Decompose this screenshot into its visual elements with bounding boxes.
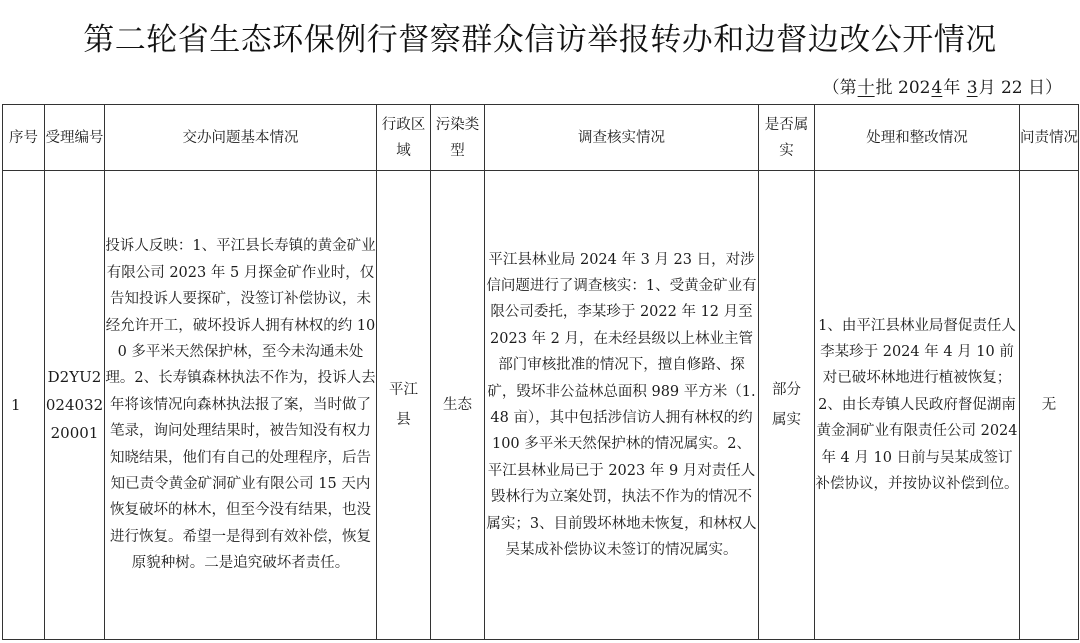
header-basic-info: 交办问题基本情况 xyxy=(105,105,377,171)
cell-region: 平江县 xyxy=(377,171,431,640)
header-accountability: 问责情况 xyxy=(1020,105,1079,171)
header-verified: 是否属实 xyxy=(759,105,815,171)
header-investigation: 调查核实情况 xyxy=(485,105,759,171)
header-seq: 序号 xyxy=(3,105,45,171)
header-pollution-type: 污染类型 xyxy=(431,105,485,171)
batch-mid-text: 批 202 xyxy=(875,78,931,98)
batch-month: 3 xyxy=(966,78,978,98)
cell-accountability: 无 xyxy=(1020,171,1079,640)
cell-verified: 部分属实 xyxy=(759,171,815,640)
cell-case-no: D2YU202403220001 xyxy=(45,171,105,640)
table-row xyxy=(3,171,1079,640)
cell-pollution-type: 生态 xyxy=(431,171,485,640)
cell-investigation: 平江县林业局 2024 年 3 月 23 日，对涉信问题进行了调查核实：1、受黄金矿业有限公司委托，李某珍于 2022 年 12 月至 2023 年 2 月，在未经县级以上林业主管部门审核批准的情况下，擅自修路、探矿，毁坏非公益林总面积 989 平方米（1.48 亩），其中包括涉信访人拥有林权的约 100 多平米天然保护林的情况属实。2、平江县林业局已于 2023 年 9 月对责任人毁林行为立案处罚，执法不作为的情况不属实；3、目前毁坏林地未恢复，和林权人吴某成补偿协议未签订的情况属实。 xyxy=(485,171,759,640)
document-title: 第二轮省生态环保例行督察群众信访举报转办和边督边改公开情况 xyxy=(83,22,997,58)
batch-date-line xyxy=(823,74,1062,102)
batch-prefix: （第 xyxy=(822,78,857,98)
batch-year-digit: 4 xyxy=(931,78,943,98)
header-handling: 处理和整改情况 xyxy=(815,105,1020,171)
batch-day-text: 月 22 日） xyxy=(978,78,1062,98)
batch-year-suffix: 年 xyxy=(943,78,966,98)
batch-number: 十 xyxy=(857,78,875,98)
cell-handling: 1、由平江县林业局督促责任人李某珍于 2024 年 4 月 10 前对已破坏林地进行植被恢复；2、由长寿镇人民政府督促湖南黄金洞矿业有限责任公司 2024 年 4 月 10 日前与吴某成签订补偿协议，并按协议补偿到位。 xyxy=(815,171,1020,640)
cell-basic-info: 投诉人反映：1、平江县长寿镇的黄金矿业有限公司 2023 年 5 月探金矿作业时，仅告知投诉人要探矿，没签订补偿协议，未经允许开工，破坏投诉人拥有林权的约 100 多平米天然保护林，至今未沟通未处理。2、长寿镇森林执法不作为，投诉人去年将该情况向森林执法报了案，当时做了笔录，询问处理结果时，被告知没有权力知晓结果，他们有自己的处理程序，后告知已责令黄金矿洞矿业有限公司 15 天内恢复破坏的林木，但至今没有结果，也没进行恢复。希望一是得到有效补偿，恢复原貌种树。二是追究破坏者责任。 xyxy=(105,171,377,640)
header-region: 行政区域 xyxy=(377,105,431,171)
report-table xyxy=(2,104,1079,640)
table-header-row xyxy=(3,105,1079,171)
cell-seq: 1 xyxy=(3,171,45,640)
header-case-no: 受理编号 xyxy=(45,105,105,171)
